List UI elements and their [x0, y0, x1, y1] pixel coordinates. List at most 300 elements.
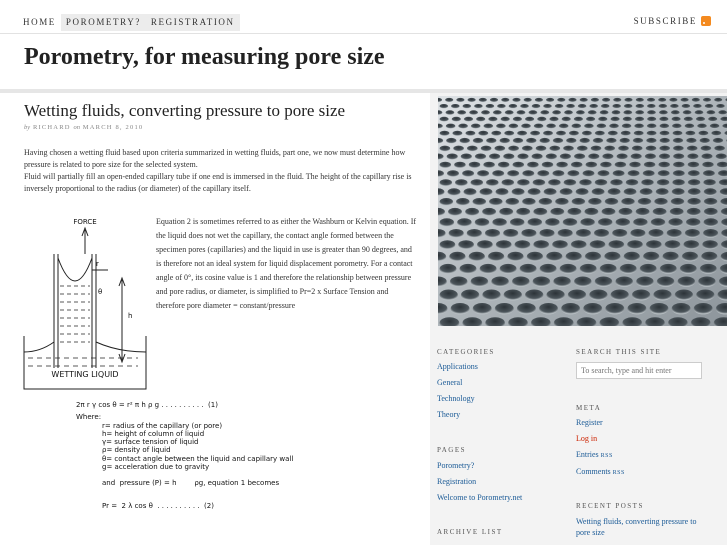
perforation-hole: [486, 179, 499, 186]
perforation-hole: [653, 290, 671, 301]
perforation-hole: [552, 170, 564, 177]
meta-login[interactable]: Log in: [576, 434, 598, 443]
recent-post-link[interactable]: Wetting fluids, converting pressure to pore size: [576, 517, 697, 537]
perforation-hole: [503, 229, 518, 238]
perforation-hole: [475, 218, 490, 226]
perforation-hole: [592, 188, 605, 195]
meta-comments-rss[interactable]: [576, 464, 625, 481]
perforation-hole: [534, 124, 544, 129]
perforation-hole: [461, 154, 472, 160]
perforation-hole: [672, 188, 685, 195]
perforation-hole: [608, 131, 618, 136]
perforation-hole: [687, 154, 698, 160]
perforation-hole: [604, 146, 615, 152]
perforation-hole: [586, 117, 595, 122]
perforation-hole: [698, 131, 708, 136]
perforation-hole: [564, 179, 577, 186]
perforation-hole: [634, 131, 644, 136]
perforation-hole: [680, 264, 697, 274]
entries-rss-label: RSS: [600, 453, 613, 459]
meta-list: [576, 415, 625, 481]
perforation-hole: [496, 188, 509, 195]
perforation-hole: [555, 198, 569, 206]
perforation-hole: [517, 154, 528, 160]
perforation-hole: [546, 154, 557, 160]
where-label: Where:: [76, 413, 102, 422]
perforation-hole: [588, 154, 599, 160]
perforation-hole: [552, 240, 568, 249]
perforation-hole: [473, 198, 487, 206]
perforation-hole: [660, 264, 677, 274]
perforation-hole: [580, 98, 588, 102]
perforation-hole: [600, 110, 609, 115]
perforation-hole: [696, 117, 705, 122]
meta-register[interactable]: Register: [576, 418, 603, 427]
perforation-hole: [507, 252, 523, 262]
perforation-hole: [659, 146, 670, 152]
perforation-hole: [593, 138, 603, 144]
perforation-hole: [447, 154, 458, 160]
perforation-hole: [643, 170, 655, 177]
perforation-hole: [467, 146, 478, 152]
perforation-hole: [571, 162, 583, 168]
perforation-hole: [453, 146, 464, 152]
perforation-hole: [647, 131, 657, 136]
post-intro: [24, 147, 424, 195]
categories-heading: CATEGORIES: [437, 348, 495, 356]
perforation-hole: [702, 240, 718, 249]
perforation-hole: [578, 104, 587, 108]
perforation-hole: [546, 290, 564, 301]
perforation-hole: [658, 98, 666, 102]
post-title[interactable]: Wetting fluids, converting pressure to pore size: [24, 101, 346, 120]
height-label: h: [128, 312, 133, 320]
perforation-hole: [515, 240, 531, 249]
perforation-hole: [716, 154, 727, 160]
perforation-hole: [659, 117, 668, 122]
perforation-hole: [633, 138, 643, 144]
perforation-hole: [457, 110, 466, 115]
perforation-hole: [507, 170, 519, 177]
perforation-hole: [512, 98, 520, 102]
perforation-hole: [464, 117, 473, 122]
perforation-hole: [494, 146, 505, 152]
perforation-hole: [634, 124, 644, 129]
perforation-hole: [569, 131, 579, 136]
perforation-hole: [528, 188, 541, 195]
perforation-hole: [579, 179, 592, 186]
perforation-hole: [540, 138, 550, 144]
perforation-hole: [546, 124, 556, 129]
perforation-hole: [521, 229, 536, 238]
perforation-hole: [440, 162, 452, 168]
perforation-hole: [496, 240, 512, 249]
perforation-hole: [612, 110, 621, 115]
perforation-hole: [623, 110, 632, 115]
perforation-hole: [458, 240, 474, 249]
perforation-hole: [572, 198, 586, 206]
perforation-hole: [479, 98, 487, 102]
perforation-hole: [473, 138, 483, 144]
perforation-hole: [636, 208, 650, 216]
meta-heading: META: [576, 404, 602, 412]
perforation-hole: [662, 252, 678, 262]
perforation-hole: [491, 277, 509, 287]
perforation-hole: [561, 303, 580, 314]
perforation-hole: [700, 138, 710, 144]
post-date: MARCH 8, 2010: [82, 124, 144, 131]
perforation-hole: [501, 117, 510, 122]
perforation-hole: [590, 240, 606, 249]
perforation-hole: [503, 154, 514, 160]
perforation-hole: [698, 277, 716, 287]
perforation-hole: [527, 252, 543, 262]
perforation-hole: [686, 218, 701, 226]
perforation-hole: [591, 146, 602, 152]
search-input[interactable]: [576, 362, 702, 379]
perforation-hole: [462, 170, 474, 177]
equation-2: Pr = 2 λ cos θ . . . . . . . . . . (2): [102, 501, 214, 510]
perforation-hole: [626, 179, 639, 186]
perforation-hole: [582, 131, 592, 136]
perforation-hole: [488, 252, 504, 262]
perforation-hole: [678, 277, 696, 287]
perforation-hole: [492, 170, 504, 177]
perforation-hole: [491, 131, 501, 136]
perforation-hole: [704, 218, 719, 226]
nav-home[interactable]: HOME: [23, 17, 56, 27]
search-heading: SEARCH THIS SITE: [576, 348, 662, 356]
perforation-hole: [591, 98, 599, 102]
perforation-hole: [656, 188, 669, 195]
perforation-hole: [448, 188, 461, 195]
perforation-hole: [574, 277, 592, 287]
perforation-hole: [485, 229, 500, 238]
perforation-hole: [440, 198, 454, 206]
perforation-hole: [517, 131, 527, 136]
nav-porometry[interactable]: POROMETRY?: [61, 14, 146, 31]
perforation-hole: [672, 124, 682, 129]
subscribe-link[interactable]: [634, 16, 711, 26]
perforation-hole: [697, 124, 707, 129]
perforation-hole: [461, 290, 479, 301]
perforation-hole: [606, 138, 616, 144]
perforation-hole: [580, 138, 590, 144]
perforation-hole: [455, 179, 468, 186]
perforation-hole: [711, 131, 721, 136]
perforation-hole: [629, 162, 641, 168]
byline-on: on: [73, 124, 80, 131]
perforation-hole: [636, 98, 644, 102]
equation-1: 2π r γ cos θ = r² π h ρ g . . . . . . . . . . (1): [76, 401, 218, 409]
perforation-hole: [513, 117, 522, 122]
perforation-hole: [600, 162, 612, 168]
perforation-hole: [703, 98, 711, 102]
perforation-hole: [700, 264, 717, 274]
perforation-hole: [705, 104, 714, 108]
perforation-hole: [667, 229, 682, 238]
category-applications[interactable]: Applications: [437, 362, 478, 371]
perforation-hole: [707, 110, 716, 115]
perforation-hole: [497, 104, 506, 108]
perforation-hole: [563, 218, 578, 226]
perforation-hole: [688, 170, 700, 177]
perforation-hole: [646, 146, 657, 152]
perforation-hole: [478, 131, 488, 136]
perforation-hole: [492, 218, 507, 226]
perforation-hole: [651, 218, 666, 226]
perforation-hole: [584, 208, 598, 216]
perforation-hole: [648, 229, 663, 238]
perforation-hole: [647, 98, 655, 102]
perforation-hole: [458, 124, 468, 129]
perforation-hole: [669, 98, 677, 102]
perforation-hole: [483, 162, 495, 168]
post-author[interactable]: RICHARD: [32, 124, 71, 131]
perforation-hole: [560, 188, 573, 195]
perforation-hole: [624, 252, 640, 262]
perforation-hole: [702, 162, 714, 168]
perforation-hole: [446, 124, 456, 129]
perforation-hole: [703, 229, 718, 238]
perforation-hole: [567, 208, 581, 216]
perforation-hole: [496, 124, 506, 129]
perforation-hole: [633, 218, 648, 226]
page-welcome[interactable]: Welcome to Porometry.net: [437, 493, 523, 502]
perforation-hole: [681, 98, 689, 102]
perforation-hole: [550, 208, 564, 216]
perforation-hole: [668, 218, 683, 226]
perforation-hole: [543, 131, 553, 136]
perforation-hole: [504, 290, 522, 301]
perforation-hole: [521, 124, 531, 129]
pressure-line: and pressure (P) = h ρg, equation 1 becomes: [102, 479, 280, 488]
perforation-hole: [585, 252, 601, 262]
perforation-hole: [713, 138, 723, 144]
perforation-hole: [481, 110, 490, 115]
perforation-hole: [546, 98, 554, 102]
perforation-hole: [452, 117, 461, 122]
page-porometry[interactable]: Porometry?: [437, 461, 475, 470]
perforation-hole: [673, 170, 685, 177]
perforation-hole: [609, 124, 619, 129]
perforation-hole: [704, 198, 718, 206]
perforation-hole: [594, 229, 609, 238]
perforation-hole: [621, 131, 631, 136]
perforation-hole: [660, 124, 670, 129]
categories-list: [437, 359, 478, 423]
perforation-hole: [532, 154, 543, 160]
perforation-hole: [619, 208, 633, 216]
perforation-hole: [616, 218, 631, 226]
perforation-hole: [650, 303, 669, 314]
perforation-hole: [540, 110, 549, 115]
perforation-hole: [512, 188, 525, 195]
perforation-hole: [657, 179, 670, 186]
perforation-hole: [694, 303, 713, 314]
perforation-hole: [624, 104, 633, 108]
perforation-hole: [549, 117, 558, 122]
perforation-hole: [714, 146, 725, 152]
perforation-hole: [525, 290, 543, 301]
page-registration[interactable]: Registration: [437, 477, 477, 486]
perforation-hole: [615, 162, 627, 168]
perforation-hole: [500, 138, 510, 144]
perforation-hole: [526, 138, 536, 144]
perforation-hole: [673, 162, 685, 168]
perforation-hole: [589, 290, 607, 301]
perforation-hole: [622, 124, 632, 129]
perforation-hole: [537, 170, 549, 177]
perforation-hole: [456, 98, 464, 102]
perforation-hole: [562, 117, 571, 122]
perforation-hole: [576, 188, 589, 195]
perforation-hole: [517, 303, 536, 314]
perforation-hole: [545, 218, 560, 226]
perforation-hole: [456, 198, 470, 206]
perforation-hole: [520, 104, 529, 108]
perforation-hole: [542, 162, 554, 168]
perforation-hole: [574, 154, 585, 160]
perforation-hole: [525, 117, 534, 122]
perforation-hole: [469, 252, 485, 262]
perforation-hole: [659, 110, 668, 115]
category-technology[interactable]: Technology: [437, 394, 475, 403]
perforation-hole: [595, 179, 608, 186]
category-theory[interactable]: Theory: [437, 410, 461, 419]
perforation-hole: [537, 117, 546, 122]
perforation-hole: [557, 98, 565, 102]
equation-explanation: Equation 2 is sometimes referred to as either the Washburn or Kelvin equation. If the liquid does not wet the capillary, the contact angle formed between the specimen pores (capillaries) and the liquid in use is greater than 90 degrees, and is therefore not an ideal system for liquid displacement porometry. For a contact angle of 0°, its cosine value is 1 and therefore the relationship between pressure and pore radius, or diameter, is simplified to Pr=2 x Surface Tension and therefore pore diameter = constant/pressure: [156, 217, 417, 310]
perforation-hole: [529, 110, 538, 115]
nav-registration[interactable]: REGISTRATION: [146, 14, 240, 31]
perforation-hole: [602, 208, 616, 216]
perforation-hole: [684, 117, 693, 122]
perforation-hole: [471, 179, 484, 186]
rss-feed-icon: [701, 16, 711, 26]
perforation-hole: [560, 154, 571, 160]
perforation-hole: [460, 138, 470, 144]
perforation-hole: [440, 146, 451, 152]
recent-posts-heading: RECENT POSTS: [576, 502, 644, 510]
perforation-hole: [469, 110, 478, 115]
perforation-hole: [636, 104, 645, 108]
perforation-hole: [628, 170, 640, 177]
perforation-hole: [608, 240, 624, 249]
formula-block: [76, 401, 293, 510]
category-general[interactable]: General: [437, 378, 463, 387]
comments-rss-label: RSS: [612, 470, 625, 476]
perforation-hole: [647, 117, 656, 122]
perforation-hole: [484, 124, 494, 129]
perforation-hole: [527, 162, 539, 168]
definition-g: g= acceleration due to gravity: [102, 463, 210, 472]
perforation-hole: [653, 208, 667, 216]
perforation-hole: [608, 188, 621, 195]
perforation-hole: [490, 98, 498, 102]
perforation-hole: [588, 110, 597, 115]
perforation-hole: [502, 179, 515, 186]
definition-rho: ρ= density of liquid: [102, 446, 171, 455]
perforation-hole: [447, 170, 459, 177]
perforation-hole: [566, 104, 575, 108]
perforation-hole: [505, 110, 514, 115]
perforation-hole: [493, 110, 502, 115]
perforation-hole: [451, 303, 470, 314]
perforation-hole: [627, 303, 646, 314]
perforation-hole: [635, 110, 644, 115]
perforation-hole: [508, 146, 519, 152]
pages-list: [437, 458, 522, 506]
perforation-hole: [687, 208, 701, 216]
perforation-hole: [568, 290, 586, 301]
perforation-hole: [621, 198, 635, 206]
perforation-hole: [602, 98, 610, 102]
perforation-hole: [710, 124, 720, 129]
perforation-hole: [510, 218, 525, 226]
perforation-hole: [468, 98, 476, 102]
perforation-hole: [535, 98, 543, 102]
perforation-hole: [440, 179, 453, 186]
perforation-hole: [638, 198, 652, 206]
perforation-hole: [703, 179, 716, 186]
perforation-hole: [533, 277, 551, 287]
meta-entries-rss[interactable]: [576, 447, 625, 464]
perforation-hole: [509, 124, 519, 129]
perforation-hole: [672, 303, 691, 314]
perforation-hole: [704, 208, 718, 216]
perforation-hole: [660, 138, 670, 144]
perforation-hole: [576, 110, 585, 115]
perforation-hole: [693, 104, 702, 108]
perforation-hole: [595, 131, 605, 136]
perforation-hole: [695, 110, 704, 115]
perforation-hole: [533, 179, 546, 186]
perforation-hole: [624, 98, 632, 102]
perforation-hole: [481, 146, 492, 152]
perforation-hole: [552, 110, 561, 115]
perforation-hole: [548, 179, 561, 186]
perforation-hole: [516, 208, 530, 216]
site-title[interactable]: Porometry, for measuring pore size: [24, 44, 385, 70]
perforation-hole: [670, 208, 684, 216]
perforation-hole: [615, 277, 633, 287]
comments-label: Comments: [576, 467, 611, 476]
perforation-hole: [473, 303, 492, 314]
entries-label: Entries: [576, 450, 599, 459]
perforation-hole: [440, 264, 457, 274]
perforation-hole: [522, 146, 533, 152]
perforation-hole: [560, 264, 577, 274]
post-byline: [24, 124, 143, 131]
header-divider: [0, 33, 727, 34]
perforation-hole: [530, 131, 540, 136]
perforation-hole: [612, 104, 621, 108]
wetting-liquid-label: WETTING LIQUID: [51, 370, 119, 379]
perforation-hole: [598, 117, 607, 122]
perforation-hole: [567, 170, 579, 177]
perforation-hole: [464, 188, 477, 195]
perforation-hole: [687, 146, 698, 152]
perforation-hole: [618, 146, 629, 152]
perforation-hole: [576, 229, 591, 238]
perforation-hole: [574, 117, 583, 122]
perforation-hole: [660, 131, 670, 136]
perforation-hole: [701, 154, 712, 160]
perforation-hole: [513, 138, 523, 144]
perforation-hole: [440, 218, 455, 226]
perforation-hole: [658, 162, 670, 168]
